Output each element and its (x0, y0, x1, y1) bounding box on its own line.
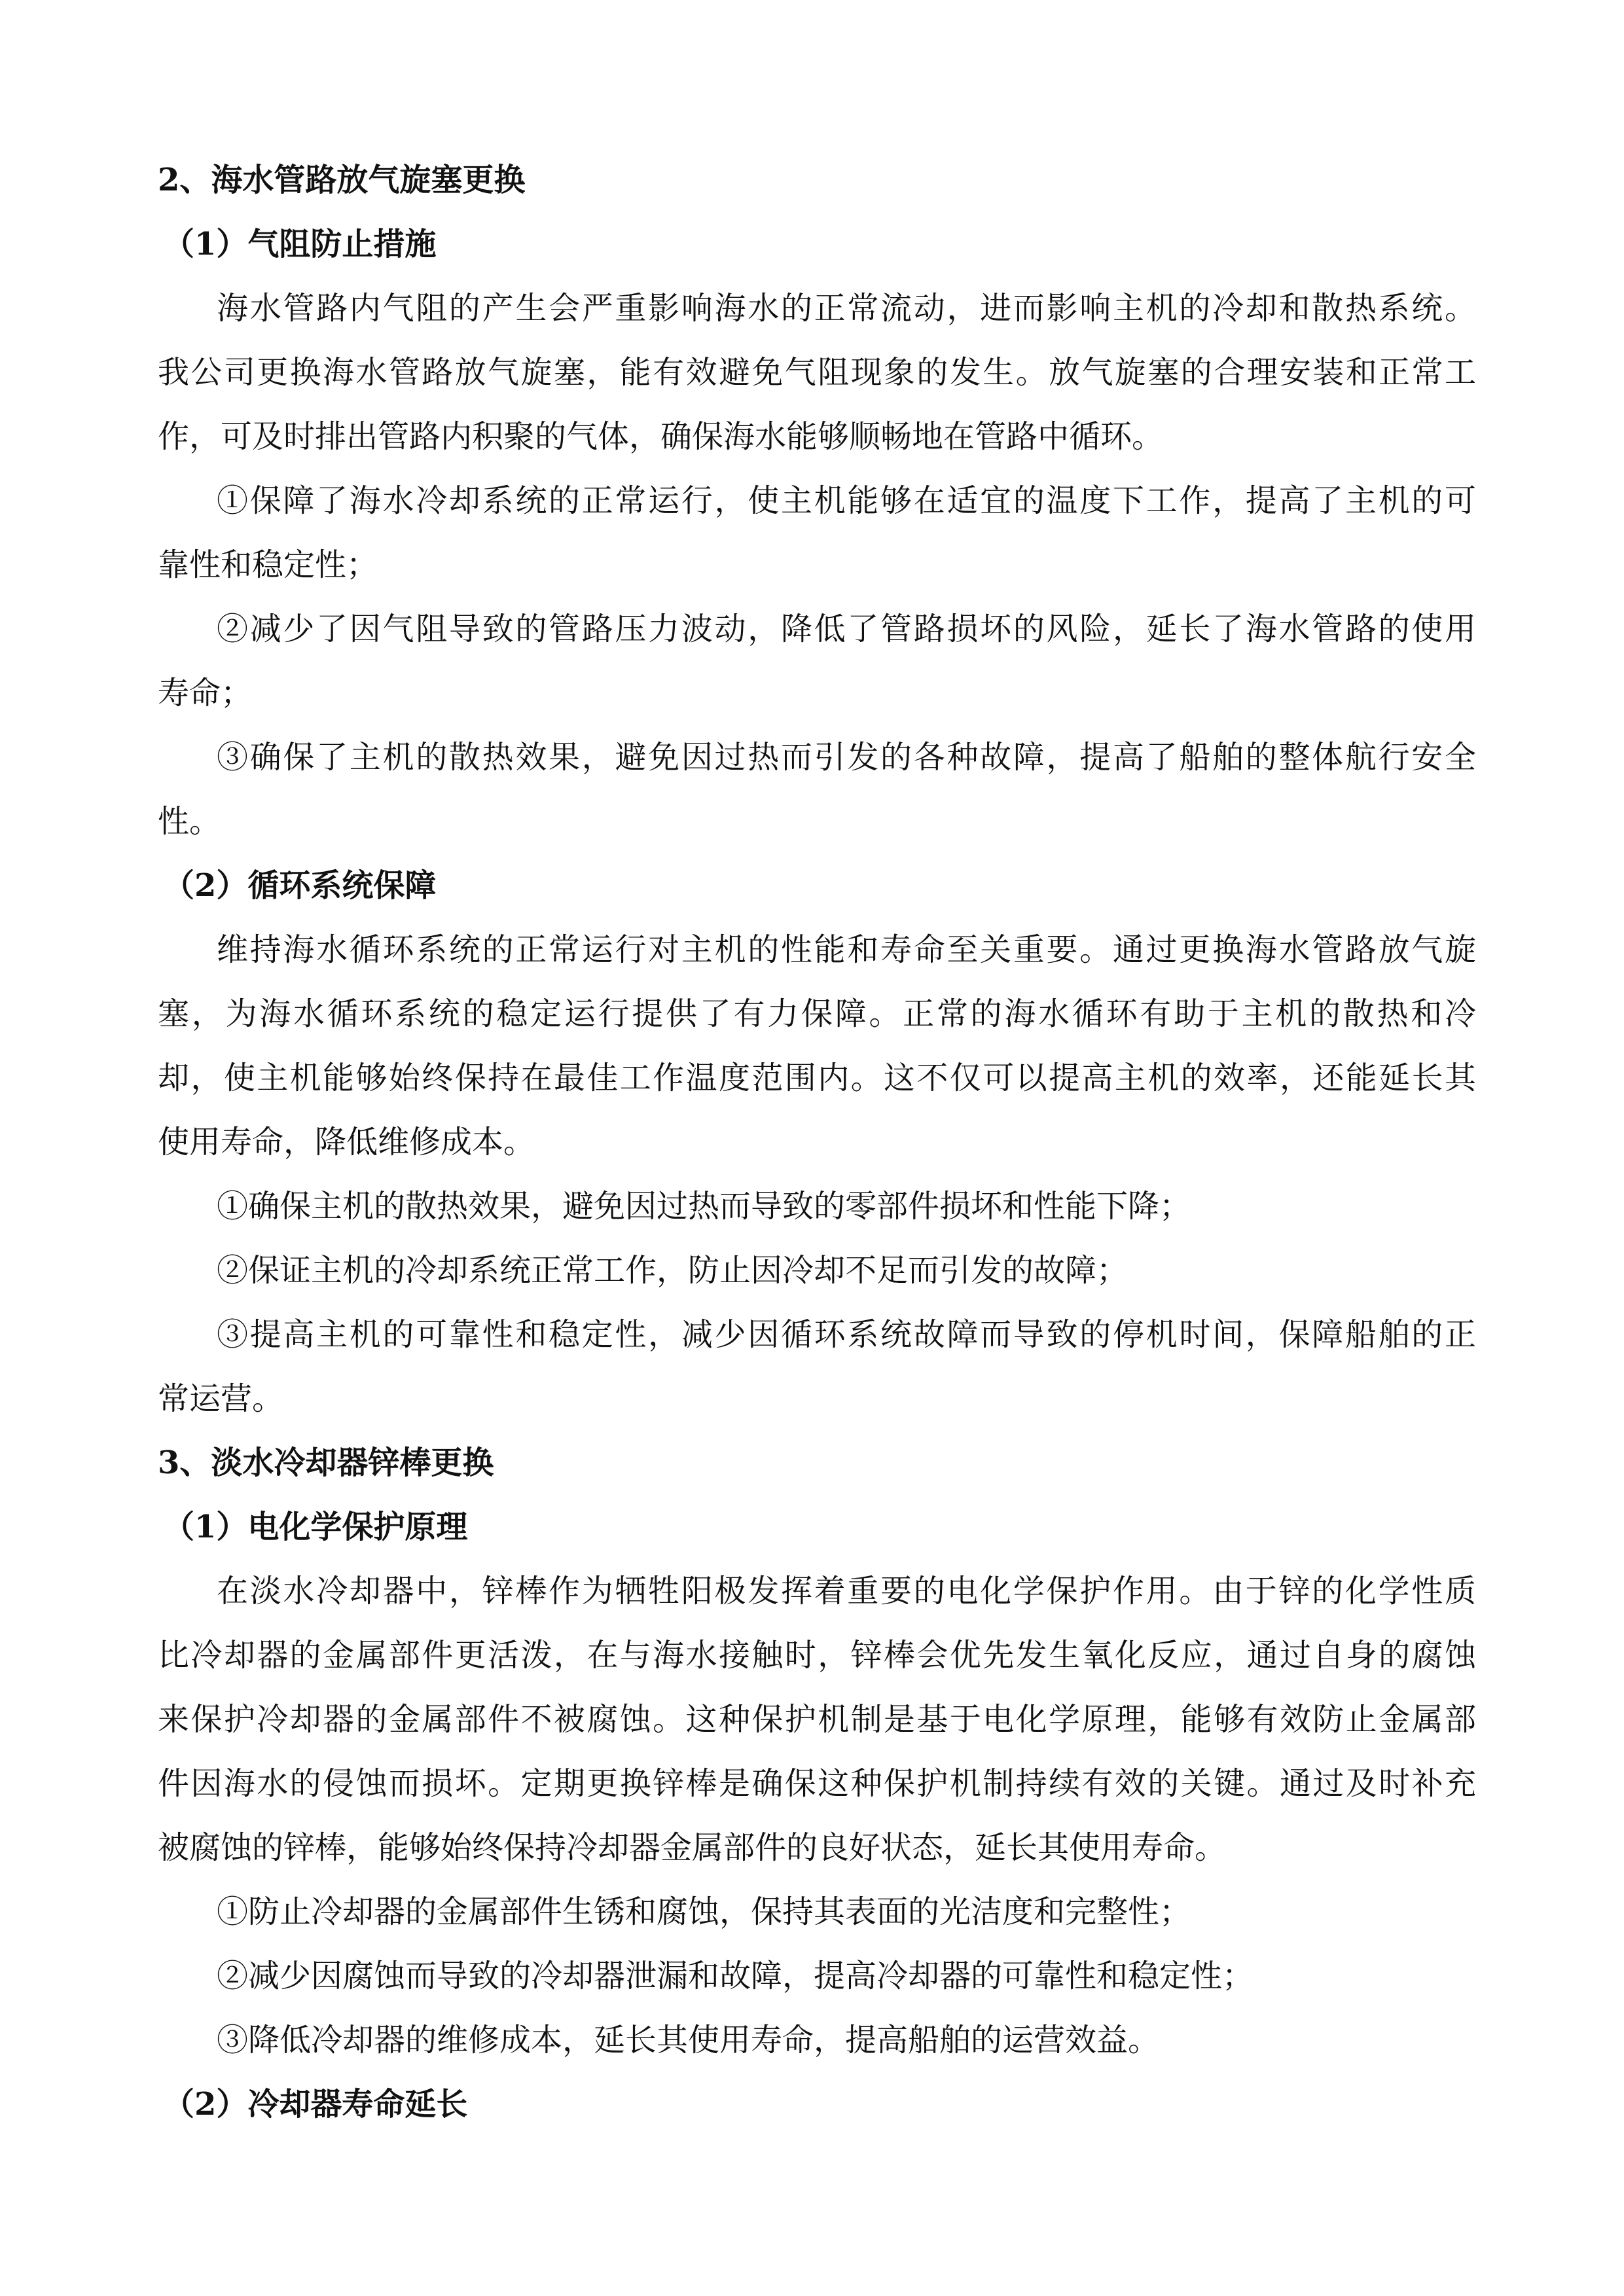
paragraph (158, 725, 1476, 853)
text-line: 靠性和稳定性； (158, 547, 378, 583)
paragraph (158, 276, 1476, 469)
subsection-heading (158, 2072, 1476, 2136)
text-line: 作，可及时排出管路内积聚的气体，确保海水能够顺畅地在管路中循环。 (158, 418, 1164, 455)
text-line: 3、淡水冷却器锌棒更换 (158, 1444, 494, 1481)
text-line: 被腐蚀的锌棒，能够始终保持冷却器金属部件的良好状态，延长其使用寿命。 (158, 1829, 1227, 1866)
text-line: （2）冷却器寿命延长 (163, 2086, 468, 2123)
text-line: 寿命； (158, 675, 253, 711)
paragraph (158, 1302, 1476, 1431)
text-line: 性。 (158, 803, 221, 840)
text-line: ③提高主机的可靠性和稳定性，减少因循环系统故障而导致的停机时间，保障船舶的正 (217, 1316, 1476, 1353)
text-line: ②保证主机的冷却系统正常工作，防止因冷却不足而引发的故障； (217, 1252, 1128, 1289)
text-line: （2）循环系统保障 (163, 867, 437, 904)
text-line: 我公司更换海水管路放气旋塞，能有效避免气阻现象的发生。放气旋塞的合理安装和正常工 (158, 354, 1476, 391)
text-line: （1）电化学保护原理 (163, 1509, 468, 1545)
paragraph (158, 469, 1476, 597)
text-line: ②减少了因气阻导致的管路压力波动，降低了管路损坏的风险，延长了海水管路的使用 (217, 611, 1476, 647)
text-line: 在淡水冷却器中，锌棒作为牺牲阳极发挥着重要的电化学保护作用。由于锌的化学性质 (217, 1573, 1476, 1609)
text-line: 海水管路内气阻的产生会严重影响海水的正常流动，进而影响主机的冷却和散热系统。 (217, 290, 1476, 327)
text-line: 却，使主机能够始终保持在最佳工作温度范围内。这不仅可以提高主机的效率，还能延长其 (158, 1060, 1476, 1096)
text-line: 件因海水的侵蚀而损坏。定期更换锌棒是确保这种保护机制持续有效的关键。通过及时补充 (158, 1765, 1476, 1802)
text-line: ①保障了海水冷却系统的正常运行，使主机能够在适宜的温度下工作，提高了主机的可 (217, 482, 1476, 519)
text-line: （1）气阻防止措施 (163, 226, 437, 262)
document-page (158, 148, 1476, 2136)
text-line: 塞，为海水循环系统的稳定运行提供了有力保障。正常的海水循环有助于主机的散热和冷 (158, 996, 1476, 1032)
text-line: ③确保了主机的散热效果，避免因过热而引发的各种故障，提高了船舶的整体航行安全 (217, 739, 1476, 776)
paragraph (158, 1238, 1476, 1302)
paragraph (158, 1174, 1476, 1238)
section-heading (158, 148, 1476, 212)
subsection-heading (158, 853, 1476, 918)
text-line: 使用寿命，降低维修成本。 (158, 1124, 535, 1160)
text-line: ①确保主机的散热效果，避免因过热而导致的零部件损坏和性能下降； (217, 1188, 1191, 1225)
paragraph (158, 1559, 1476, 1880)
subsection-heading (158, 212, 1476, 276)
subsection-heading (158, 1495, 1476, 1559)
text-line: ②减少因腐蚀而导致的冷却器泄漏和故障，提高冷却器的可靠性和稳定性； (217, 1958, 1254, 1994)
text-line: 常运营。 (158, 1380, 284, 1417)
text-line: 维持海水循环系统的正常运行对主机的性能和寿命至关重要。通过更换海水管路放气旋 (217, 931, 1476, 968)
paragraph (158, 2008, 1476, 2072)
paragraph (158, 597, 1476, 725)
paragraph (158, 1944, 1476, 2008)
paragraph (158, 1880, 1476, 1944)
paragraph (158, 918, 1476, 1174)
text-line: ③降低冷却器的维修成本，延长其使用寿命，提高船舶的运营效益。 (217, 2022, 1160, 2058)
text-line: 2、海水管路放气旋塞更换 (158, 162, 526, 198)
section-heading (158, 1431, 1476, 1495)
text-line: 比冷却器的金属部件更活泼，在与海水接触时，锌棒会优先发生氧化反应，通过自身的腐蚀 (158, 1637, 1476, 1674)
text-line: ①防止冷却器的金属部件生锈和腐蚀，保持其表面的光洁度和完整性； (217, 1893, 1191, 1930)
text-line: 来保护冷却器的金属部件不被腐蚀。这种保护机制是基于电化学原理，能够有效防止金属部 (158, 1701, 1476, 1738)
